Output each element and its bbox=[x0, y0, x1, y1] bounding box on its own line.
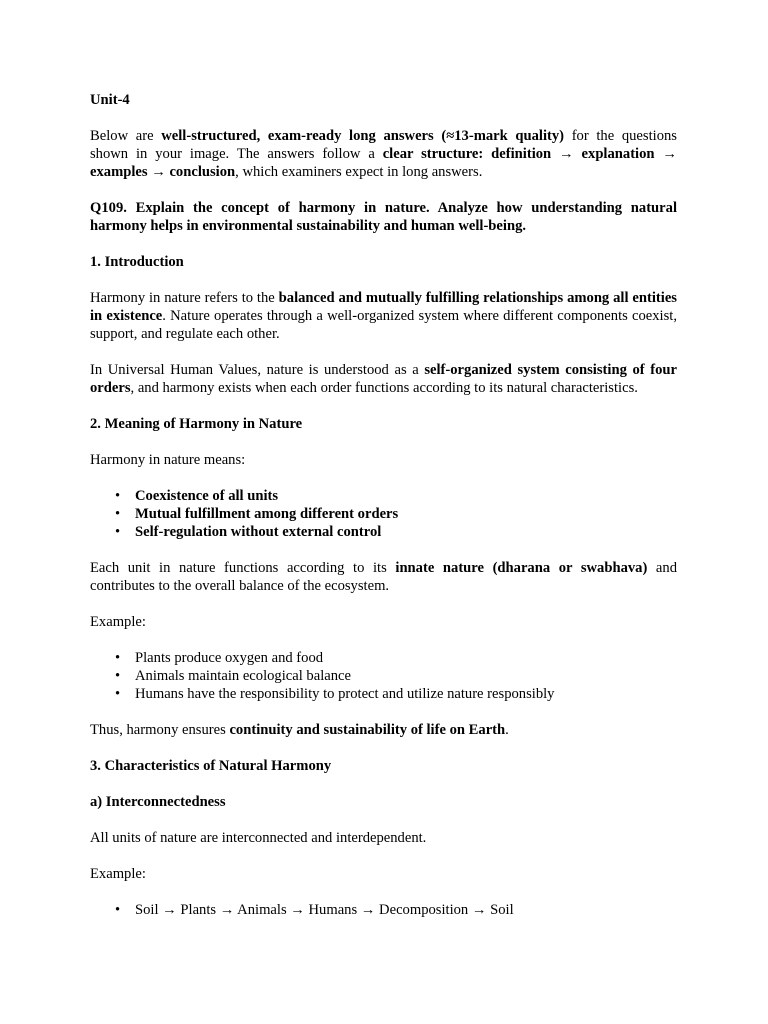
example-list bbox=[90, 649, 677, 703]
introduction-paragraph-2: In Universal Human Values, nature is understood as a self-organized system consisting of four orders, and harmony exists when each order functions according to its natural characteristics. bbox=[90, 362, 677, 396]
meaning-bullet-list bbox=[90, 487, 677, 541]
question-heading: Q109. Explain the concept of harmony in nature. Analyze how understanding natural harmony helps in environmental sustainability and human well-being. bbox=[90, 200, 677, 234]
subheading-interconnectedness: a) Interconnectedness bbox=[90, 794, 226, 810]
section-heading-characteristics: 3. Characteristics of Natural Harmony bbox=[90, 758, 332, 774]
cycle-example-list bbox=[90, 901, 677, 919]
section-heading-introduction: 1. Introduction bbox=[90, 254, 184, 270]
interconnectedness-text: All units of nature are interconnected and interdependent. bbox=[90, 830, 427, 846]
list-item: • Soil → Plants → Animals → Humans → Decomposition → Soil bbox=[135, 901, 677, 919]
list-item: • Animals maintain ecological balance bbox=[135, 667, 677, 685]
meaning-lead: Harmony in nature means: bbox=[90, 452, 246, 468]
innate-nature-paragraph: Each unit in nature functions according to its innate nature (dharana or swabhava) and contributes to the overall balance of the ecosystem. bbox=[90, 560, 678, 594]
list-item: • Plants produce oxygen and food bbox=[135, 649, 677, 667]
example-label: Example: bbox=[90, 866, 146, 882]
unit-title: Unit-4 bbox=[90, 92, 130, 108]
list-item: • Humans have the responsibility to protect and utilize nature responsibly bbox=[135, 685, 677, 703]
list-item: • Mutual fulfillment among different orders bbox=[135, 505, 677, 523]
conclusion-paragraph: Thus, harmony ensures continuity and sustainability of life on Earth. bbox=[90, 722, 509, 738]
list-item: • Coexistence of all units bbox=[135, 487, 677, 505]
list-item: • Self-regulation without external control bbox=[135, 523, 677, 541]
section-heading-meaning: 2. Meaning of Harmony in Nature bbox=[90, 416, 303, 432]
introduction-paragraph-1: Harmony in nature refers to the balanced and mutually fulfilling relationships among all entities in existence. Nature operates through a well-organized system where different components coexist, support, and regulate each other. bbox=[90, 290, 677, 342]
example-label: Example: bbox=[90, 614, 146, 630]
document-body bbox=[90, 91, 677, 919]
intro-paragraph: Below are well-structured, exam-ready long answers (≈13-mark quality) for the questions shown in your image. The answers follow a clear structure: definition → explanation → examples → conclusion, which examiners expect in long answers. bbox=[90, 128, 678, 180]
